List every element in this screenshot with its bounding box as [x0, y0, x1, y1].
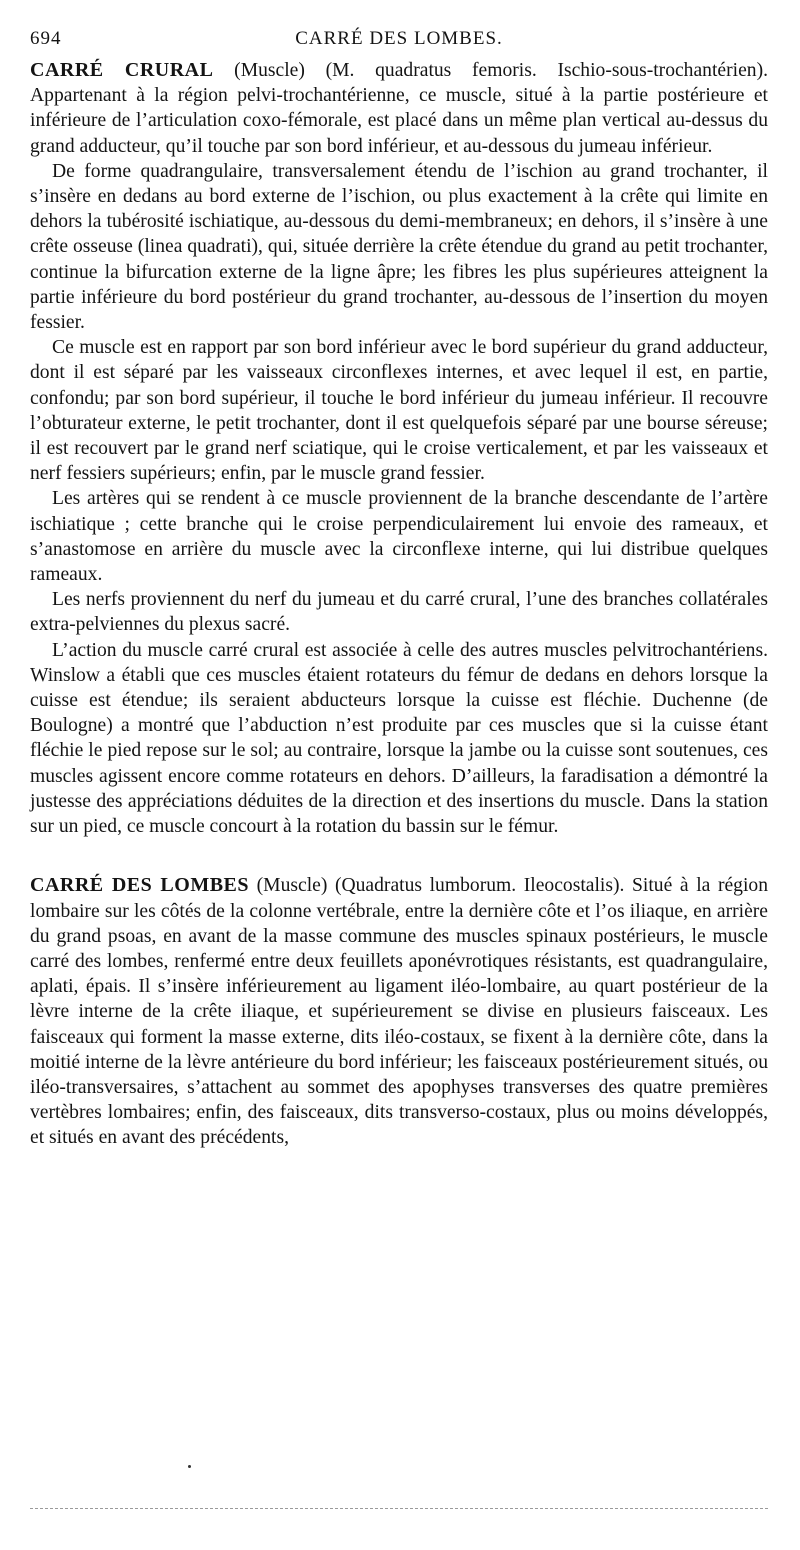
- entry-text: (Muscle) (M. quadratus femoris. Ischio-sous-trochantérien). Appartenant à la région pelvi-trochantérienne, ce muscle, situé à la partie postérieure et inférieure de l’articulation coxo-fémorale, est placé dans un même plan vertical au-dessus du grand adducteur, qu’il touche par son bord inférieur, et au-dessous du jumeau inférieur.: [30, 60, 769, 157]
- entry-text: (Muscle) (Quadratus lumborum. Ileocostalis). Situé à la région lombaire sur les côtés de la colonne vertébrale, entre la dernière côte et l’os iliaque, en arrière du grand psoas, en avant de la masse commune des muscles spinaux postérieurs, le muscle carré des lombes, renfermé entre deux feuillets aponévrotiques résistants, est quadrangulaire, aplati, épais. Il s’insère inférieurement au ligament iléo-lombaire, au quart postérieur de la lèvre interne de la crête iliaque, et supérieurement se divise en plusieurs faisceaux. Les faisceaux qui forment la masse externe, dits iléo-costaux, se fixent à la dernière côte, dans la moitié interne de la lèvre antérieure du bord inférieur; les faisceaux postérieurement situés, ou iléo-transversaires, s’attachent au sommet des apophyses transverses des quatre premières vertèbres lombaires; enfin, des faisceaux, dits transverso-costaux, plus ou moins développés, et situés en avant des précédents,: [30, 875, 768, 1149]
- entry-carre-crural: [30, 58, 768, 839]
- entry-paragraph: [30, 58, 768, 159]
- book-page: [30, 28, 768, 1151]
- page-header: [30, 28, 768, 58]
- entry-paragraph: L’action du muscle carré crural est associée à celle des autres muscles pelvitrochantériens. Winslow a établi que ces muscles étaient rotateurs du fémur de dedans en dehors lorsque la cuisse est étendue; ils seraient abducteurs lorsque la cuisse est fléchie. Duchenne (de Boulogne) a montré que l’abduction n’est produite par ces muscles que si la cuisse étant fléchie le pied repose sur le sol; au contraire, lorsque la jambe ou la cuisse sont soutenues, ces muscles agissent encore comme rotateurs en dehors. D’ailleurs, la faradisation a démontré la justesse des appréciations déduites de la direction et des insertions du muscle. Dans la station sur un pied, ce muscle concourt à la rotation du bassin sur le fémur.: [30, 639, 768, 838]
- entry-separator: [30, 839, 768, 873]
- entry-headword: CARRÉ CRURAL: [30, 59, 214, 81]
- entry-paragraph: De forme quadrangulaire, transversalement étendu de l’ischion au grand trochanter, il s’insère en dedans au bord externe de l’ischion, ou plus exactement à la crête qui limite en dehors la tubérosité ischiatique, au-dessous du demi-membraneux; en dehors, il s’insère à une crête osseuse (linea quadrati), qui, située derrière la crête étendue du grand au petit trochanter, continue la bifurcation externe de la ligne âpre; les fibres les plus supérieures atteignent la partie inférieure du bord postérieur du grand trochanter, au-dessous de l’insertion du moyen fessier.: [30, 160, 768, 334]
- entry-headword: CARRÉ DES LOMBES: [30, 874, 250, 897]
- page-number: 694: [30, 28, 62, 49]
- entry-paragraph: Ce muscle est en rapport par son bord inférieur avec le bord supérieur du grand adducteur, dont il est séparé par les vaisseaux circonflexes internes, et avec lequel il est, en partie, confondu; par son bord supérieur, il touche le bord inférieur du jumeau inférieur. Il recouvre l’obturateur externe, le petit trochanter, dont il est quelquefois séparé par une bourse séreuse; il est recouvert par le grand nerf sciatique, qui le croise verticalement, et par les vaisseaux et nerf fessiers supérieurs; enfin, par le muscle grand fessier.: [30, 337, 768, 485]
- footer-rule: [30, 1508, 768, 1509]
- entry-paragraph: Les nerfs proviennent du nerf du jumeau et du carré crural, l’une des branches collatérales extra-pelviennes du plexus sacré.: [30, 589, 768, 636]
- running-title: CARRÉ DES LOMBES.: [295, 28, 503, 49]
- entry-paragraph: [30, 873, 768, 1150]
- entry-paragraph: Les artères qui se rendent à ce muscle proviennent de la branche descendante de l’artère ischiatique ; cette branche qui le croise perpendiculairement lui envoie des rameaux, et s’anastomose en arrière du muscle avec la circonflexe interne, qui lui distribue quelques rameaux.: [30, 488, 768, 586]
- entry-carre-des-lombes: [30, 873, 768, 1150]
- ink-speck: [188, 1465, 191, 1468]
